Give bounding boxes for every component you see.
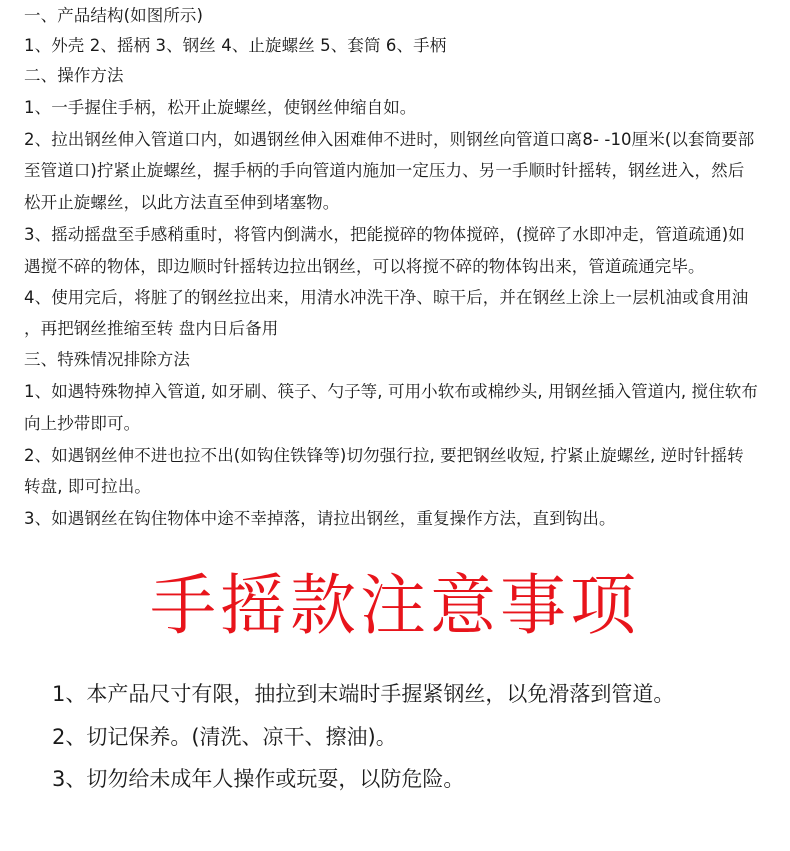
operation-step-4-line-2: ，再把钢丝推缩至转 盘内日后备用	[24, 319, 279, 338]
notice-item-3: 3、切勿给未成年人操作或玩耍，以防危险。	[52, 767, 465, 791]
notice-item-2: 2、切记保养。(清洗、凉干、擦油)。	[52, 725, 397, 749]
operation-step-4-line-1: 4、使用完后，将脏了的钢丝拉出来，用清水冲洗干净、晾干后，并在钢丝上涂上一层机油或食用油	[24, 288, 749, 307]
notice-item-1: 1、本产品尺寸有限，抽拉到末端时手握紧钢丝，以免滑落到管道。	[52, 682, 675, 706]
section-heading-operation: 二、操作方法	[24, 66, 124, 85]
operation-step-2-line-2: 至管道口)拧紧止旋螺丝，握手柄的手向管道内施加一定压力、另一手顺时针摇转，钢丝进入，然后	[24, 161, 745, 180]
operation-step-1: 1、一手握住手柄，松开止旋螺丝，使钢丝伸缩自如。	[24, 98, 417, 117]
notice-title: 手摇款注意事项	[150, 567, 640, 644]
operation-step-3-line-1: 3、摇动摇盘至手感稍重时，将管内倒满水，把能搅碎的物体搅碎，(搅碎了水即冲走，管道疏通)如	[24, 225, 745, 244]
structure-parts-list: 1、外壳 2、摇柄 3、钢丝 4、止旋螺丝 5、套筒 6、手柄	[24, 36, 447, 55]
operation-step-2-line-3: 松开止旋螺丝，以此方法直至伸到堵塞物。	[24, 193, 340, 212]
troubleshooting-case-1-line-2: 向上抄带即可。	[24, 414, 141, 433]
troubleshooting-case-1-line-1: 1、如遇特殊物掉入管道, 如牙刷、筷子、勺子等, 可用小软布或棉纱头, 用钢丝插入管道内, 搅住软布	[24, 382, 758, 401]
troubleshooting-case-2-line-1: 2、如遇钢丝伸不进也拉不出(如钩住铁锋等)切勿强行拉, 要把钢丝收短, 拧紧止旋螺丝, 逆时针摇转	[24, 446, 744, 465]
section-heading-structure: 一、产品结构(如图所示)	[24, 6, 204, 25]
operation-step-2-line-1: 2、拉出钢丝伸入管道口内，如遇钢丝伸入困难伸不进时，则钢丝向管道口离8- -10厘米(以套筒要部	[24, 130, 755, 149]
troubleshooting-case-2-line-2: 转盘, 即可拉出。	[24, 477, 151, 496]
section-heading-troubleshooting: 三、特殊情况排除方法	[24, 350, 190, 369]
troubleshooting-case-3: 3、如遇钢丝在钩住物体中途不幸掉落，请拉出钢丝，重复操作方法，直到钩出。	[24, 509, 616, 528]
operation-step-3-line-2: 遇搅不碎的物体，即边顺时针摇转边拉出钢丝，可以将搅不碎的物体钩出来，管道疏通完毕。	[24, 257, 705, 276]
